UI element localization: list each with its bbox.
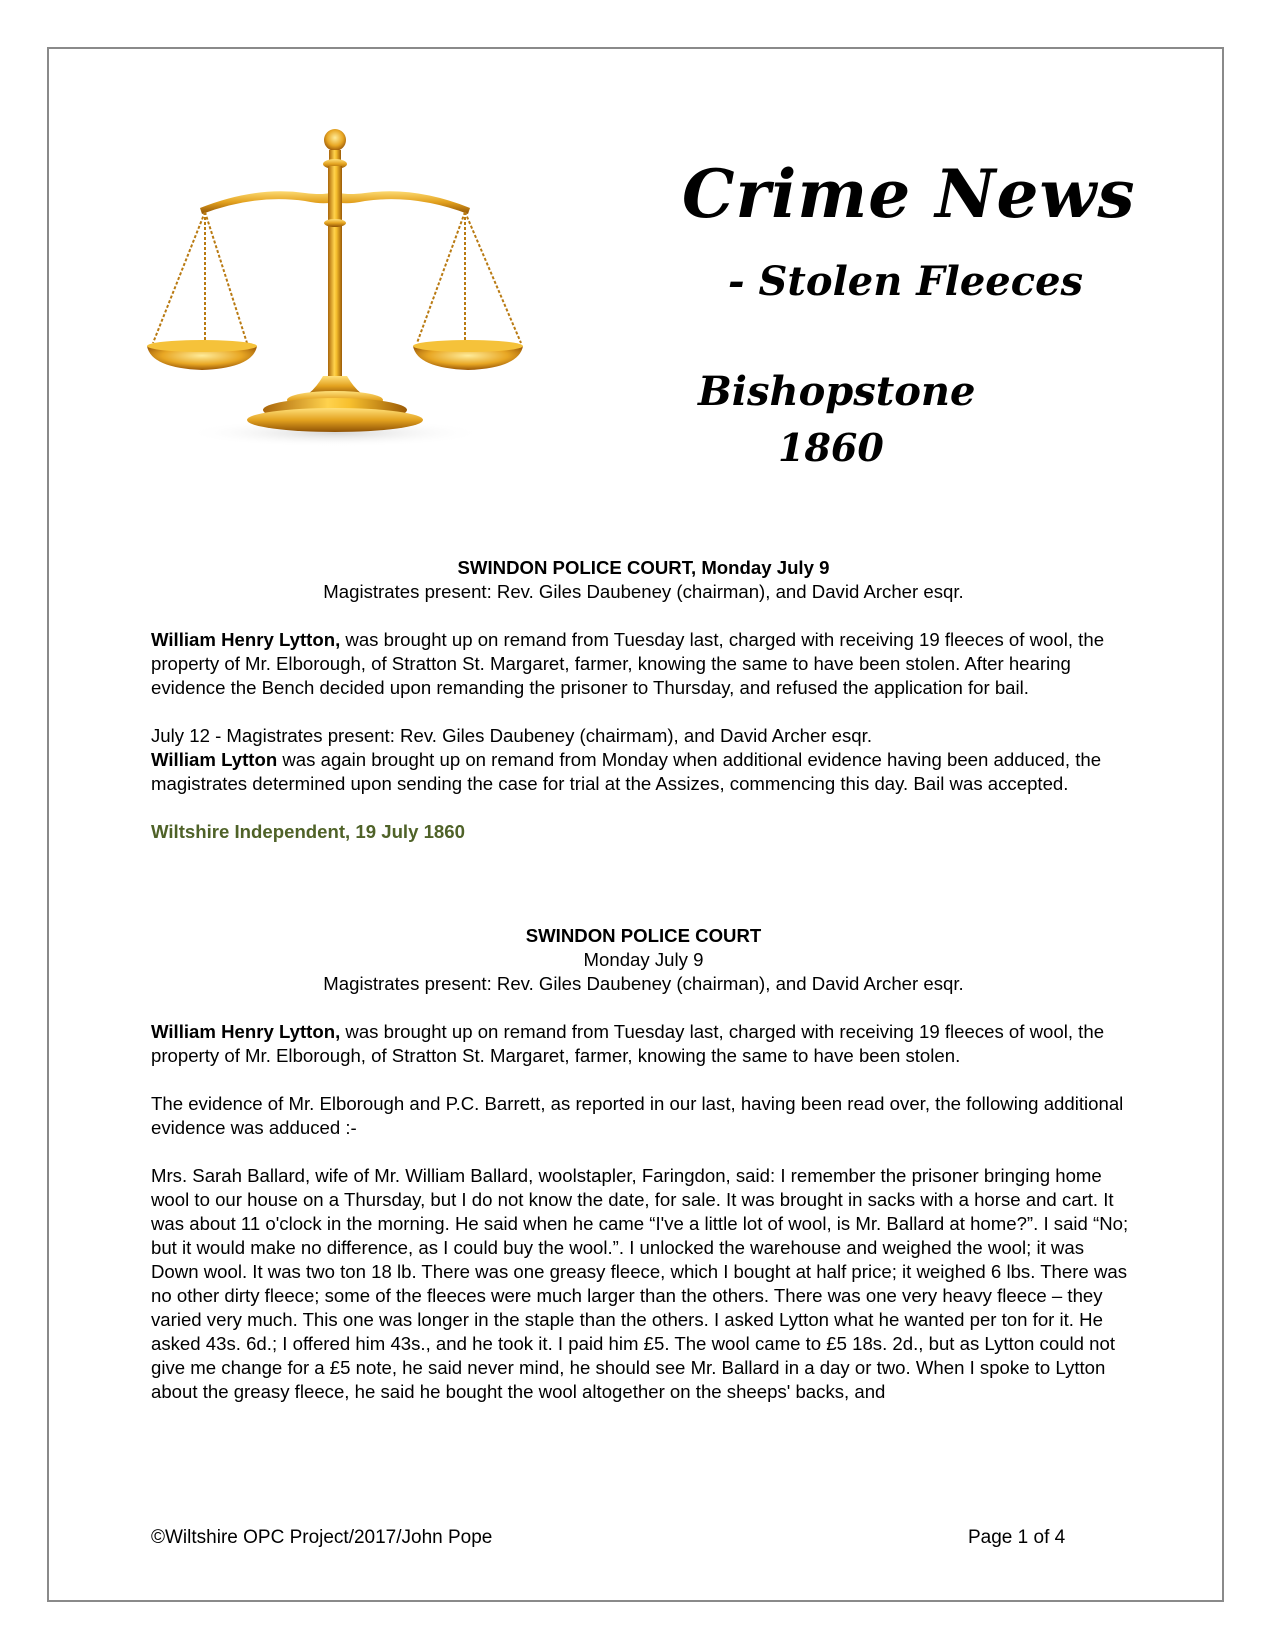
report2-paragraph3: Mrs. Sarah Ballard, wife of Mr. William Ballard, woolstapler, Faringdon, said: I remember the prisoner bringing home wool to our house on a Thursday, but I do not know the date, for sale. It was brought in sacks with a horse and cart. It was about 11 o'clock in the morning. He said when he came “I've a little lot of wool, is Mr. Ballard at home?”. I said “No; but it would make no difference, as I could buy the wool.”. I unlocked the warehouse and weighed the wool; it was Down wool. It was two ton 18 lb. There was one greasy fleece, which I bought at half price; it weighed 6 lbs. There was no other dirty fleece; some of the fleeces were much larger than the others. There was one very heavy fleece – they varied very much. This one was longer in the staple than the others. I asked Lytton what he wanted per ton for it. He asked 43s. 6d.; I offered him 43s., and he took it. I paid him £5. The wool came to £5 18s. 2d., but as Lytton could not give me change for a £5 note, he said never mind, he should see Mr. Ballard in a day or two. When I spoke to Lytton about the greasy fleece, he said he bought the wool altogether on the sheeps' backs, and bbox=[151, 1165, 1129, 1402]
report1-heading: SWINDON POLICE COURT, Monday July 9 bbox=[457, 557, 830, 578]
report2-heading: SWINDON POLICE COURT bbox=[525, 925, 762, 946]
report1-magistrates: Magistrates present: Rev. Giles Daubeney (chairman), and David Archer esqr. bbox=[323, 581, 964, 602]
report1-defendant: William Henry Lytton, bbox=[151, 629, 341, 650]
report1-paragraph2-date: July 12 - Magistrates present: Rev. Giles Daubeney (chairmam), and David Archer esqr. bbox=[151, 725, 872, 746]
article-content bbox=[151, 556, 1136, 1428]
report2-paragraph2: The evidence of Mr. Elborough and P.C. Barrett, as reported in our last, having been read over, the following additional evidence was adduced :- bbox=[151, 1093, 1124, 1138]
subtitle: - Stolen Fleeces bbox=[728, 258, 1084, 305]
report1-paragraph2 bbox=[151, 724, 1136, 796]
place-name: Bishopstone bbox=[698, 368, 976, 415]
report1-paragraph1-text: was brought up on remand from Tuesday last, charged with receiving 19 fleeces of wool, the property of Mr. Elborough, of Stratton St. Margaret, farmer, knowing the same to have been stolen. After hearing evidence the Bench decided upon remanding the prisoner to Thursday, and refused the application for bail. bbox=[151, 629, 1105, 698]
report1-paragraph1 bbox=[151, 628, 1136, 700]
report2-paragraph1-text: was brought up on remand from Tuesday last, charged with receiving 19 fleeces of wool, the property of Mr. Elborough, of Stratton St. Margaret, farmer, knowing the same to have been stolen. bbox=[151, 1021, 1105, 1066]
page-number: Page 1 of 4 bbox=[968, 1527, 1066, 1548]
year: 1860 bbox=[778, 425, 884, 465]
scales-of-justice-icon bbox=[145, 128, 555, 483]
report1-paragraph2-text: was again brought up on remand from Monday when additional evidence having been adduced, the magistrates determined upon sending the case for trial at the Assizes, commencing this day. Bail was accepted. bbox=[151, 749, 1102, 794]
report2-magistrates: Magistrates present: Rev. Giles Daubeney (chairman), and David Archer esqr. bbox=[323, 973, 964, 994]
title: Crime News bbox=[682, 155, 1136, 233]
footer-copyright: ©Wiltshire OPC Project/2017/John Pope bbox=[151, 1527, 493, 1548]
report2-date: Monday July 9 bbox=[583, 949, 704, 970]
report2-paragraph1 bbox=[151, 1020, 1136, 1068]
source-citation: Wiltshire Independent, 19 July 1860 bbox=[151, 821, 465, 842]
report2-defendant: William Henry Lytton, bbox=[151, 1021, 341, 1042]
report1-defendant-2: William Lytton bbox=[151, 749, 278, 770]
